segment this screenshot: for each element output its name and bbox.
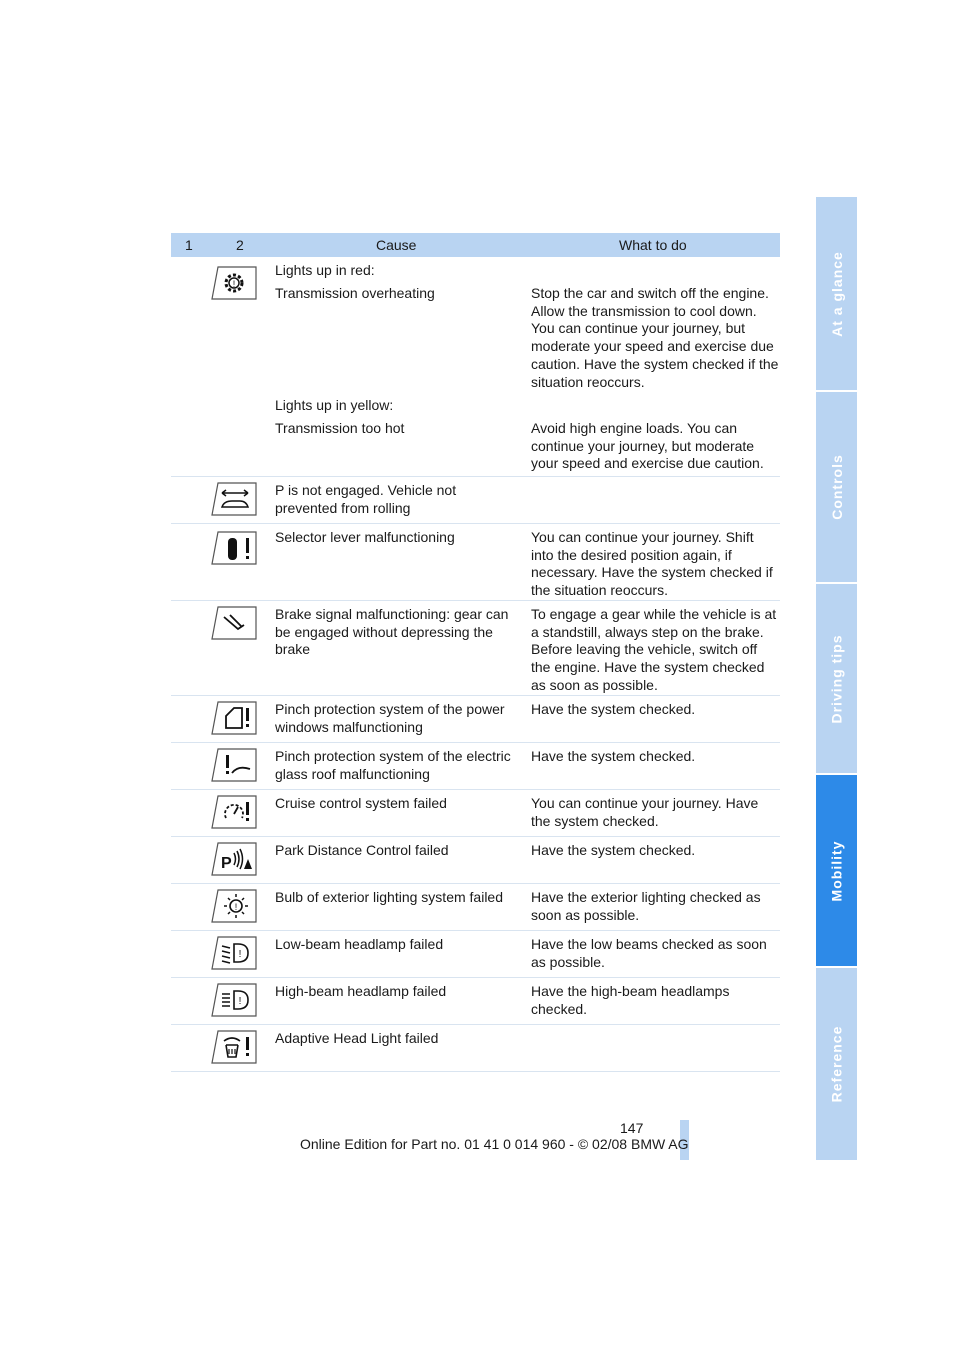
- row-cause: Pinch protection system of the electric glass roof malfunctioning: [275, 748, 511, 782]
- table-row: [171, 257, 780, 477]
- header-what-to-do: What to do: [619, 237, 687, 253]
- row-cause: Brake signal malfunctioning: gear can be engaged without depressing the brake: [275, 606, 509, 658]
- page-number: 147: [620, 1120, 644, 1136]
- row-cause: Transmission overheating: [275, 285, 435, 301]
- svg-text:!: !: [234, 902, 238, 912]
- row-action: Have the system checked.: [531, 842, 696, 858]
- vehicle-rolling-icon: [208, 481, 258, 517]
- row-cause: Selector lever malfunctioning: [275, 529, 455, 545]
- table-row: [171, 884, 780, 931]
- row-action: Have the system checked.: [531, 748, 696, 764]
- tab-mobility[interactable]: Mobility: [816, 775, 857, 966]
- row-cause: High-beam headlamp failed: [275, 983, 447, 999]
- row-cause: Park Distance Control failed: [275, 842, 449, 858]
- header-col-1: 1: [185, 237, 193, 253]
- high-beam-icon: [208, 982, 258, 1018]
- table-row: [171, 978, 780, 1025]
- table-row: [171, 1025, 780, 1072]
- row-cause: P is not engaged. Vehicle not prevented from rolling: [275, 482, 457, 516]
- indicator-table: [171, 233, 780, 1072]
- row-action: Have the low beams checked as soon as possible.: [531, 936, 767, 970]
- side-navigation: [816, 197, 857, 1160]
- row-cause: Lights up in yellow:: [275, 397, 394, 413]
- brake-pedal-icon: [208, 605, 258, 641]
- park-distance-icon: [208, 841, 258, 877]
- table-row: [171, 601, 780, 696]
- row-action: Avoid high engine loads. You can continue your journey, but moderate your speed and exercise due caution.: [531, 420, 764, 472]
- table-row: [171, 790, 780, 837]
- table-row: [171, 524, 780, 601]
- table-row: [171, 931, 780, 978]
- header-cause: Cause: [376, 237, 417, 253]
- svg-text:!: !: [238, 996, 242, 1007]
- tab-controls[interactable]: Controls: [816, 392, 857, 582]
- row-cause: Bulb of exterior lighting system failed: [275, 889, 503, 905]
- low-beam-icon: [208, 935, 258, 971]
- row-action: To engage a gear while the vehicle is at a standstill, always step on the brake. Before leaving the vehicle, switch off the engine. Have the system checked as soon as possible.: [531, 606, 777, 693]
- svg-text:P: P: [221, 855, 232, 872]
- adaptive-head-light-icon: [208, 1029, 258, 1065]
- row-cause: Lights up in red:: [275, 262, 375, 278]
- table-row: [171, 696, 780, 743]
- table-row: [171, 477, 780, 524]
- row-action: Have the exterior lighting checked as soon as possible.: [531, 889, 761, 923]
- row-action: Have the system checked.: [531, 701, 696, 717]
- row-cause: Transmission too hot: [275, 420, 405, 436]
- svg-text:!: !: [238, 949, 242, 960]
- row-cause: Cruise control system failed: [275, 795, 447, 811]
- header-col-2: 2: [236, 237, 244, 253]
- tab-at-a-glance[interactable]: At a glance: [816, 197, 857, 390]
- row-cause: Pinch protection system of the power windows malfunctioning: [275, 701, 505, 735]
- row-action: You can continue your journey. Shift into the desired position again, if necessary. Have the system checked if the situation reoccurs.: [531, 529, 773, 599]
- row-cause: Adaptive Head Light failed: [275, 1030, 439, 1046]
- table-header: [171, 233, 780, 257]
- tab-driving-tips[interactable]: Driving tips: [816, 584, 857, 773]
- row-action: Stop the car and switch off the engine. Allow the transmission to cool down. You can continue your journey, but moderate your speed and exercise due caution. Have the system checked if the situation reoccurs.: [531, 285, 779, 390]
- power-window-icon: [208, 700, 258, 736]
- row-action: You can continue your journey. Have the system checked.: [531, 795, 759, 829]
- selector-lever-warning-icon: [208, 530, 258, 566]
- table-row: [171, 837, 780, 884]
- cruise-control-icon: [208, 794, 258, 830]
- bulb-failure-icon: [208, 888, 258, 924]
- transmission-warning-icon: [208, 265, 258, 301]
- tab-reference[interactable]: Reference: [816, 968, 857, 1160]
- row-action: Have the high-beam headlamps checked.: [531, 983, 730, 1017]
- row-cause: Low-beam headlamp failed: [275, 936, 444, 952]
- svg-text:!: !: [232, 279, 236, 289]
- table-row: [171, 743, 780, 790]
- footer-edition-text: Online Edition for Part no. 01 41 0 014 960 - © 02/08 BMW AG: [300, 1136, 689, 1152]
- glass-roof-icon: [208, 747, 258, 783]
